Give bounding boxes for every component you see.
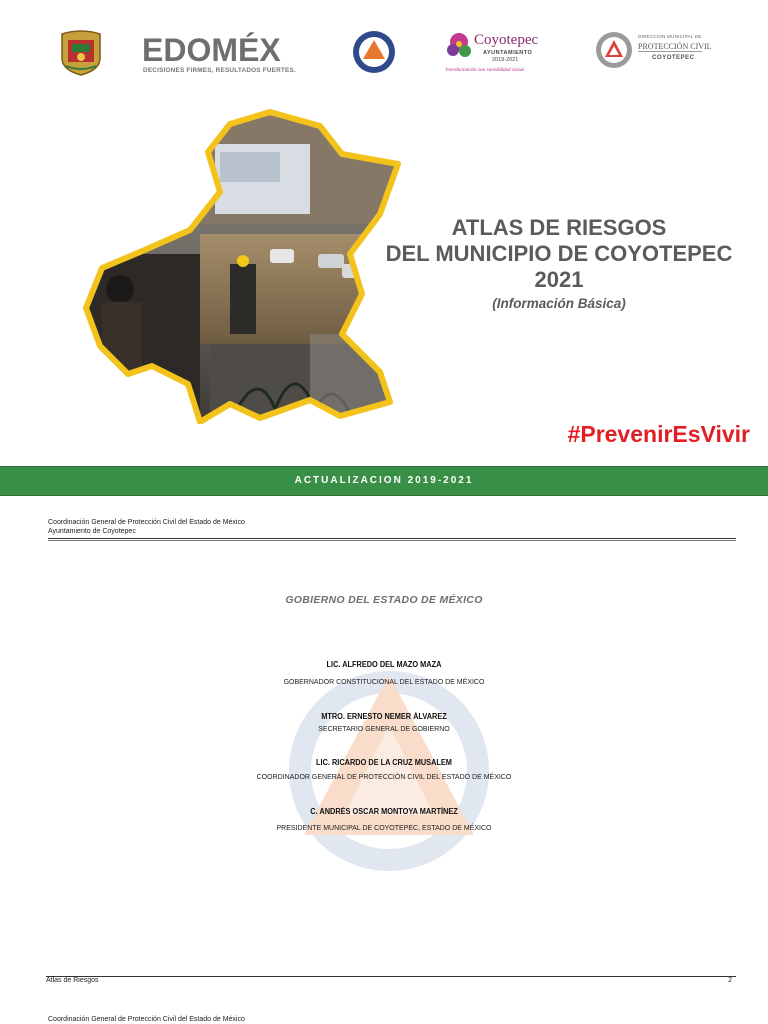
official-name: C. ANDRÉS OSCAR MONTOYA MARTÍNEZ [310,807,458,816]
cover-title-block [378,215,740,314]
footer-document-label: Atlas de Riesgos [46,977,99,984]
proteccion-civil-watermark-icon [284,655,494,883]
pc-muni-line2: PROTECCIÓN CIVIL [638,42,712,51]
proteccion-civil-gear-icon [594,30,634,70]
official-role: COORDINADOR GENERAL DE PROTECCIÓN CIVIL DEL ESTADO DE MÉXICO [256,774,512,781]
cover-title-line1: ATLAS DE RIESGOS [451,215,667,240]
page-header-rule [48,538,736,539]
update-band [0,466,768,496]
coyotepec-slogan: Transformación con sensibilidad social. [445,67,525,72]
pc-muni-line3: COYOTEPEC [652,54,695,61]
official-entry [0,660,768,669]
campaign-hashtag: #PrevenirEsVivir [567,421,750,447]
official-role: GOBERNADOR CONSTITUCIONAL DEL ESTADO DE MÉXICO [283,679,485,686]
official-name: LIC. ALFREDO DEL MAZO MAZA [326,660,442,669]
official-name: LIC. RICARDO DE LA CRUZ MUSALEM [316,758,452,767]
official-name: MTRO. ERNESTO NEMER ÁLVAREZ [321,712,447,721]
edomex-tagline: DECISIONES FIRMES, RESULTADOS FUERTES. [143,67,296,74]
official-entry [0,712,768,721]
estado-de-mexico-seal-logo [58,28,104,76]
coyotepec-ayuntamiento-logo [445,30,545,78]
official-entry-role [0,726,768,733]
edomex-wordmark: EDOMÉX [142,32,281,68]
coyotepec-ayuntamiento: AYUNTAMIENTO [483,50,533,56]
pc-muni-line1: DIRECCIÓN MUNICIPAL DE [638,34,702,39]
cover-title-year: 2021 [534,267,584,292]
page-header-line1: Coordinación General de Protección Civil del Estado de México [48,519,245,526]
municipality-map-photo-collage [80,104,410,424]
update-band-text: ACTUALIZACION 2019-2021 [294,475,474,486]
coyotepec-years: 2019-2021 [492,57,519,63]
page-header-rule-secondary [48,540,736,541]
proteccion-civil-municipal-logo [594,30,712,74]
official-entry-role [0,825,768,832]
official-role: SECRETARIO GENERAL DE GOBIERNO [318,726,450,733]
coyotepec-name: Coyotepec [474,32,539,48]
government-title: GOBIERNO DEL ESTADO DE MÉXICO [285,594,483,606]
official-entry [0,758,768,767]
page-header-line2: Ayuntamiento de Coyotepec [48,528,136,535]
proteccion-civil-round-logo [352,30,396,74]
edomex-logo [142,34,317,78]
pc-muni-rule [638,51,702,52]
next-page-header-line: Coordinación General de Protección Civil del Estado de México [48,1016,245,1023]
cover-subtitle: (Información Básica) [492,296,626,311]
cover-title-line2: DEL MUNICIPIO DE COYOTEPEC [385,241,733,266]
footer-rule [46,976,736,977]
official-entry-role [0,774,768,781]
official-entry [0,807,768,816]
official-entry-role [0,679,768,686]
official-role: PRESIDENTE MUNICIPAL DE COYOTEPEC, ESTADO DE MÉXICO [276,825,492,832]
footer-page-number: 2 [728,977,732,984]
coyotepec-flower-icon [445,30,473,64]
